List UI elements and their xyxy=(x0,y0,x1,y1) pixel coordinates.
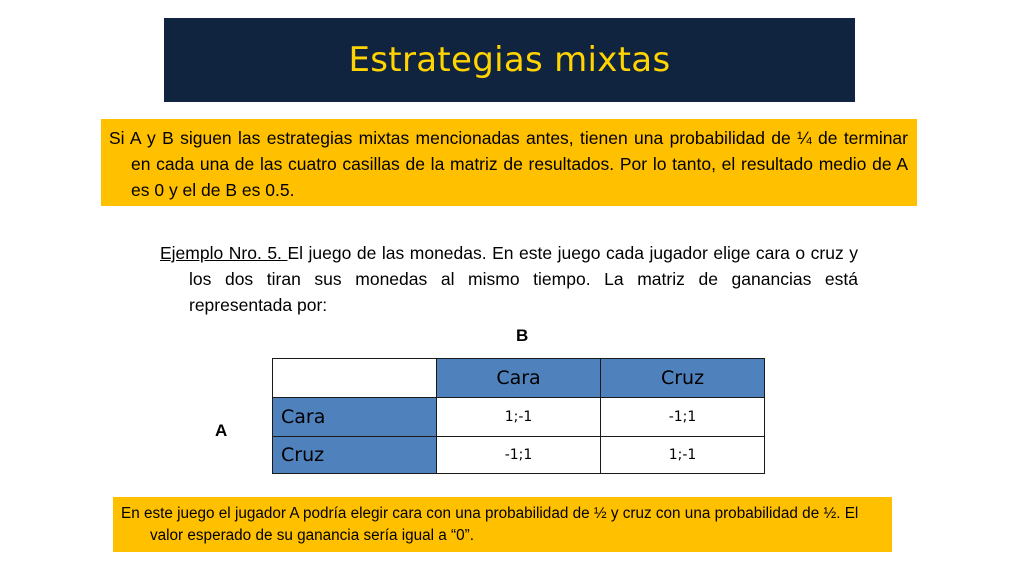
matrix-cell: 1;-1 xyxy=(601,437,765,474)
mixed-strategy-text: Si A y B siguen las estrategias mixtas mencionadas antes, tienen una probabilidad de ¼ de terminar en cada una de las cuatro casillas de la matriz de resultados. Por lo tanto, el resultado medio de A es 0 y el de B es 0.5. xyxy=(109,128,908,200)
matrix-corner-cell xyxy=(273,359,437,398)
col-header-cruz: Cruz xyxy=(601,359,765,398)
matrix-cell: -1;1 xyxy=(437,437,601,474)
example-text: El juego de las monedas. En este juego cada jugador elige cara o cruz y los dos tiran sus monedas al mismo tiempo. La matriz de ganancias está representada por: xyxy=(189,243,859,315)
matrix-header-row xyxy=(273,359,765,398)
mixed-strategy-note xyxy=(101,119,917,206)
expected-value-note xyxy=(113,497,892,552)
example-lead: Ejemplo Nro. 5. xyxy=(160,243,288,263)
col-header-cara: Cara xyxy=(437,359,601,398)
page-title: Estrategias mixtas xyxy=(348,40,671,80)
matrix-row xyxy=(273,398,765,437)
row-header-cara: Cara xyxy=(273,398,437,437)
row-header-cruz: Cruz xyxy=(273,437,437,474)
row-player-label: A xyxy=(215,421,228,440)
title-banner xyxy=(164,18,855,102)
matrix-cell: -1;1 xyxy=(601,398,765,437)
matrix-row xyxy=(273,437,765,474)
payoff-matrix xyxy=(272,358,765,474)
matrix-cell: 1;-1 xyxy=(437,398,601,437)
expected-value-text: En este juego el jugador A podría elegir cara con una probabilidad de ½ y cruz con una probabilidad de ½. El valor esperado de su ganancia sería igual a “0”. xyxy=(121,505,859,544)
example-paragraph xyxy=(160,240,858,318)
col-player-label: B xyxy=(516,326,529,345)
